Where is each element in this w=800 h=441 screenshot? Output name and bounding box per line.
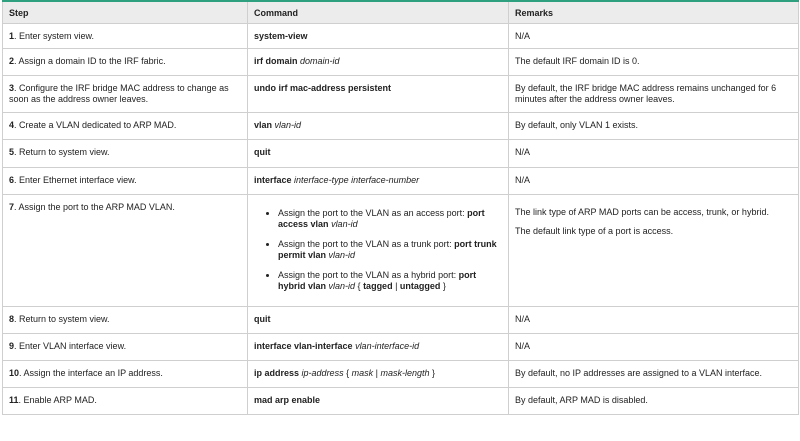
command-keyword: interface [254,175,292,185]
step-number: 11 [9,395,19,405]
command-cell [248,24,509,49]
step-cell [3,195,248,307]
table-row [3,168,799,195]
remarks-cell: By default, only VLAN 1 exists. [509,113,799,140]
command-cell [248,307,509,334]
remarks-paragraph: The link type of ARP MAD ports can be access, trunk, or hybrid. [515,207,769,217]
table-header-row [3,1,799,24]
step-cell [3,140,248,168]
step-number: 5 [9,147,15,157]
step-cell [3,168,248,195]
list-item: • Assign the port to the VLAN as an access port: port access vlan vlan-id [278,208,502,230]
step-number: 2 [9,56,15,66]
command-arg: domain-id [300,56,340,66]
remarks-cell [509,195,799,307]
step-number: 1 [9,31,15,41]
step-text: . Return to system view. [14,147,110,157]
command-cell [248,195,509,307]
config-steps-table [2,0,799,415]
step-number: 4 [9,120,15,130]
remarks-cell: By default, the IRF bridge MAC address remains unchanged for 6 minutes after the address owner leaves. [509,76,799,113]
step-cell [3,49,248,76]
command-arg: vlan-interface-id [355,341,420,351]
remarks-cell: N/A [509,140,799,168]
table-row [3,195,799,307]
command-keyword: mad arp enable [254,395,321,405]
header-step: Step [3,1,248,24]
command-keyword: port access vlan [278,208,485,229]
command-keyword: interface vlan-interface [254,341,353,351]
step-cell [3,24,248,49]
step-number: 7 [9,202,15,212]
command-keyword: quit [254,314,271,324]
command-keyword: vlan [254,120,273,130]
table-row [3,140,799,168]
remarks-cell: N/A [509,168,799,195]
table-row [3,24,799,49]
step-cell [3,388,248,415]
step-number: 8 [9,314,15,324]
remarks-paragraph: The default link type of a port is access. [515,226,674,236]
step-number: 10 [9,368,20,378]
step-cell [3,361,248,388]
command-arg: vlan-id [328,250,356,260]
step-text: . Assign the interface an IP address. [19,368,163,378]
command-cell [248,140,509,168]
command-cell [248,334,509,361]
table-row [3,307,799,334]
table-row [3,49,799,76]
command-cell: ip address ip-address { mask | mask-length } [248,361,509,388]
command-keyword: undo irf mac-address persistent [254,83,392,93]
step-text: . Enable ARP MAD. [18,395,97,405]
step-cell [3,76,248,113]
command-keyword: irf domain [254,56,298,66]
step-number: 3 [9,83,15,93]
command-option-list [254,208,502,292]
command-cell [248,388,509,415]
command-cell [248,49,509,76]
command-keyword: ip address [254,368,300,378]
remarks-cell: N/A [509,307,799,334]
command-arg: ip-address [301,368,344,378]
command-arg: vlan-id [274,120,302,130]
step-cell [3,334,248,361]
step-text: . Enter VLAN interface view. [14,341,127,351]
table-row [3,113,799,140]
step-text: . Return to system view. [14,314,110,324]
command-arg: vlan-id [328,281,356,291]
table-row [3,76,799,113]
step-number: 6 [9,175,15,185]
command-keyword: port hybrid vlan [278,270,477,291]
remarks-cell: N/A [509,24,799,49]
table-row [3,388,799,415]
step-number: 9 [9,341,15,351]
command-arg: vlan-id [331,219,358,229]
list-item: • Assign the port to the VLAN as a hybrid port: port hybrid vlan vlan-id { tagged | untagged } [278,270,502,292]
remarks-cell: By default, ARP MAD is disabled. [509,388,799,415]
command-cell [248,113,509,140]
list-item: • Assign the port to the VLAN as a trunk port: port trunk permit vlan vlan-id [278,239,502,261]
command-keyword: system-view [254,31,308,41]
step-text: . Assign the port to the ARP MAD VLAN. [14,202,175,212]
table-row [3,334,799,361]
step-cell [3,113,248,140]
command-keyword: port trunk permit vlan [278,239,497,260]
step-text: . Enter Ethernet interface view. [14,175,137,185]
remarks-cell: N/A [509,334,799,361]
command-cell [248,168,509,195]
table-row [3,361,799,388]
header-remarks: Remarks [509,1,799,24]
step-text: . Configure the IRF bridge MAC address to change as soon as the address owner leaves. [9,83,229,104]
remarks-cell: The default IRF domain ID is 0. [509,49,799,76]
step-cell [3,307,248,334]
step-text: . Assign a domain ID to the IRF fabric. [14,56,166,66]
remarks-cell: By default, no IP addresses are assigned to a VLAN interface. [509,361,799,388]
step-text: . Create a VLAN dedicated to ARP MAD. [14,120,177,130]
command-cell [248,76,509,113]
step-text: . Enter system view. [14,31,95,41]
command-keyword: quit [254,147,271,157]
command-arg: interface-type interface-number [294,175,420,185]
header-command: Command [248,1,509,24]
